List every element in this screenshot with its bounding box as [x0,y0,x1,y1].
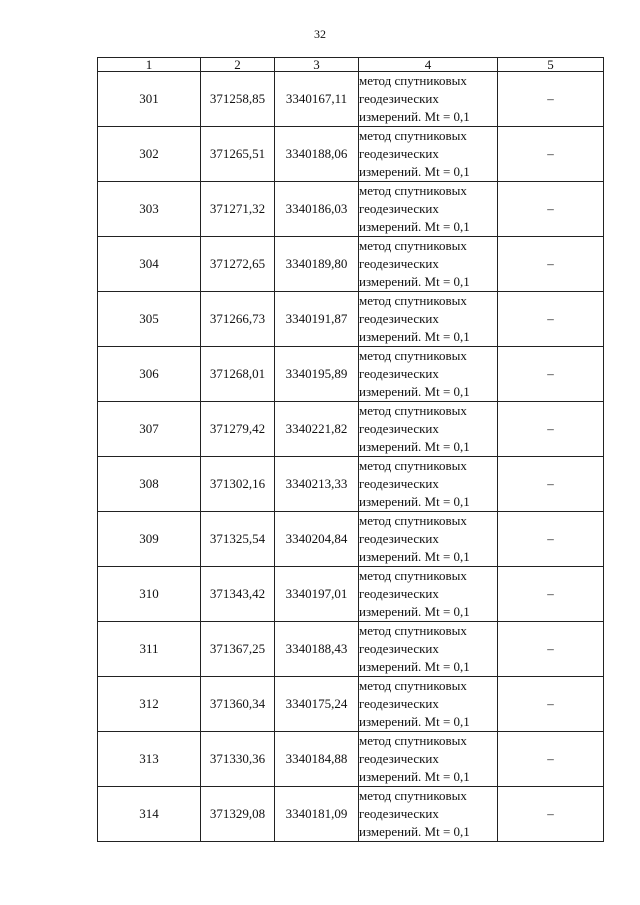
method-line-2: геодезических [359,531,439,546]
coordinate-y: 3340195,89 [275,347,359,402]
method-line-1: метод спутниковых [359,788,467,803]
measurement-method [359,182,498,237]
coordinate-x: 371272,65 [201,237,275,292]
table-row [98,237,604,292]
method-line-2: геодезических [359,476,439,491]
column-header-5: 5 [498,58,604,72]
point-number: 303 [98,182,201,237]
measurement-method [359,732,498,787]
method-line-3: измерений. Mt = 0,1 [359,329,470,344]
coordinate-y: 3340204,84 [275,512,359,567]
note-cell: – [498,347,604,402]
coordinates-table [97,57,604,842]
table-row [98,567,604,622]
note-cell: – [498,127,604,182]
table-row [98,732,604,787]
method-line-1: метод спутниковых [359,513,467,528]
method-line-3: измерений. Mt = 0,1 [359,164,470,179]
coordinate-y: 3340167,11 [275,72,359,127]
method-line-1: метод спутниковых [359,73,467,88]
method-line-3: измерений. Mt = 0,1 [359,219,470,234]
point-number: 313 [98,732,201,787]
method-line-2: геодезических [359,421,439,436]
note-cell: – [498,237,604,292]
coordinate-y: 3340175,24 [275,677,359,732]
coordinate-y: 3340184,88 [275,732,359,787]
measurement-method [359,292,498,347]
method-line-3: измерений. Mt = 0,1 [359,714,470,729]
method-line-1: метод спутниковых [359,128,467,143]
method-line-1: метод спутниковых [359,458,467,473]
coordinate-x: 371360,34 [201,677,275,732]
coordinate-x: 371302,16 [201,457,275,512]
coordinate-y: 3340189,80 [275,237,359,292]
measurement-method [359,567,498,622]
point-number: 308 [98,457,201,512]
method-line-2: геодезических [359,91,439,106]
method-line-2: геодезических [359,806,439,821]
method-line-3: измерений. Mt = 0,1 [359,604,470,619]
table-body [98,72,604,842]
point-number: 314 [98,787,201,842]
table-row [98,127,604,182]
method-line-3: измерений. Mt = 0,1 [359,384,470,399]
measurement-method [359,677,498,732]
table-row [98,347,604,402]
page-number: 32 [314,27,326,41]
coordinate-y: 3340197,01 [275,567,359,622]
column-header-4: 4 [359,58,498,72]
method-line-1: метод спутниковых [359,348,467,363]
note-cell: – [498,182,604,237]
method-line-1: метод спутниковых [359,238,467,253]
method-line-2: геодезических [359,311,439,326]
point-number: 301 [98,72,201,127]
method-line-3: измерений. Mt = 0,1 [359,439,470,454]
coordinate-x: 371258,85 [201,72,275,127]
point-number: 302 [98,127,201,182]
method-line-1: метод спутниковых [359,623,467,638]
coordinate-x: 371367,25 [201,622,275,677]
table-row [98,292,604,347]
method-line-3: измерений. Mt = 0,1 [359,274,470,289]
method-line-3: измерений. Mt = 0,1 [359,824,470,839]
method-line-3: измерений. Mt = 0,1 [359,549,470,564]
method-line-2: геодезических [359,751,439,766]
measurement-method [359,237,498,292]
method-line-1: метод спутниковых [359,403,467,418]
method-line-2: геодезических [359,641,439,656]
method-line-2: геодезических [359,696,439,711]
coordinate-y: 3340186,03 [275,182,359,237]
table-row [98,622,604,677]
coordinate-x: 371279,42 [201,402,275,457]
measurement-method [359,72,498,127]
coordinate-y: 3340213,33 [275,457,359,512]
coordinate-x: 371268,01 [201,347,275,402]
coordinate-x: 371325,54 [201,512,275,567]
note-cell: – [498,512,604,567]
header-row [98,58,604,72]
measurement-method [359,402,498,457]
point-number: 310 [98,567,201,622]
coordinate-y: 3340221,82 [275,402,359,457]
point-number: 306 [98,347,201,402]
coordinate-x: 371265,51 [201,127,275,182]
point-number: 304 [98,237,201,292]
note-cell: – [498,567,604,622]
coordinate-y: 3340188,06 [275,127,359,182]
column-header-1: 1 [98,58,201,72]
method-line-2: геодезических [359,256,439,271]
coordinate-y: 3340188,43 [275,622,359,677]
coordinate-y: 3340181,09 [275,787,359,842]
table-row [98,72,604,127]
method-line-1: метод спутниковых [359,678,467,693]
method-line-2: геодезических [359,146,439,161]
measurement-method [359,347,498,402]
point-number: 305 [98,292,201,347]
table-row [98,182,604,237]
coordinate-x: 371266,73 [201,292,275,347]
point-number: 307 [98,402,201,457]
method-line-1: метод спутниковых [359,568,467,583]
table-row [98,787,604,842]
method-line-2: геодезических [359,201,439,216]
method-line-3: измерений. Mt = 0,1 [359,109,470,124]
method-line-1: метод спутниковых [359,183,467,198]
point-number: 309 [98,512,201,567]
table-header [98,58,604,72]
method-line-3: измерений. Mt = 0,1 [359,494,470,509]
note-cell: – [498,457,604,512]
measurement-method [359,457,498,512]
point-number: 312 [98,677,201,732]
measurement-method [359,127,498,182]
point-number: 311 [98,622,201,677]
method-line-3: измерений. Mt = 0,1 [359,769,470,784]
method-line-1: метод спутниковых [359,293,467,308]
note-cell: – [498,732,604,787]
column-header-2: 2 [201,58,275,72]
method-line-3: измерений. Mt = 0,1 [359,659,470,674]
note-cell: – [498,402,604,457]
note-cell: – [498,677,604,732]
coordinate-x: 371343,42 [201,567,275,622]
table-row [98,402,604,457]
method-line-2: геодезических [359,586,439,601]
coordinate-x: 371329,08 [201,787,275,842]
measurement-method [359,787,498,842]
note-cell: – [498,72,604,127]
table-row [98,512,604,567]
note-cell: – [498,787,604,842]
coordinate-x: 371330,36 [201,732,275,787]
coordinate-x: 371271,32 [201,182,275,237]
method-line-1: метод спутниковых [359,733,467,748]
column-header-3: 3 [275,58,359,72]
table-row [98,457,604,512]
table-row [98,677,604,732]
note-cell: – [498,292,604,347]
coordinate-y: 3340191,87 [275,292,359,347]
measurement-method [359,512,498,567]
method-line-2: геодезических [359,366,439,381]
measurement-method [359,622,498,677]
note-cell: – [498,622,604,677]
